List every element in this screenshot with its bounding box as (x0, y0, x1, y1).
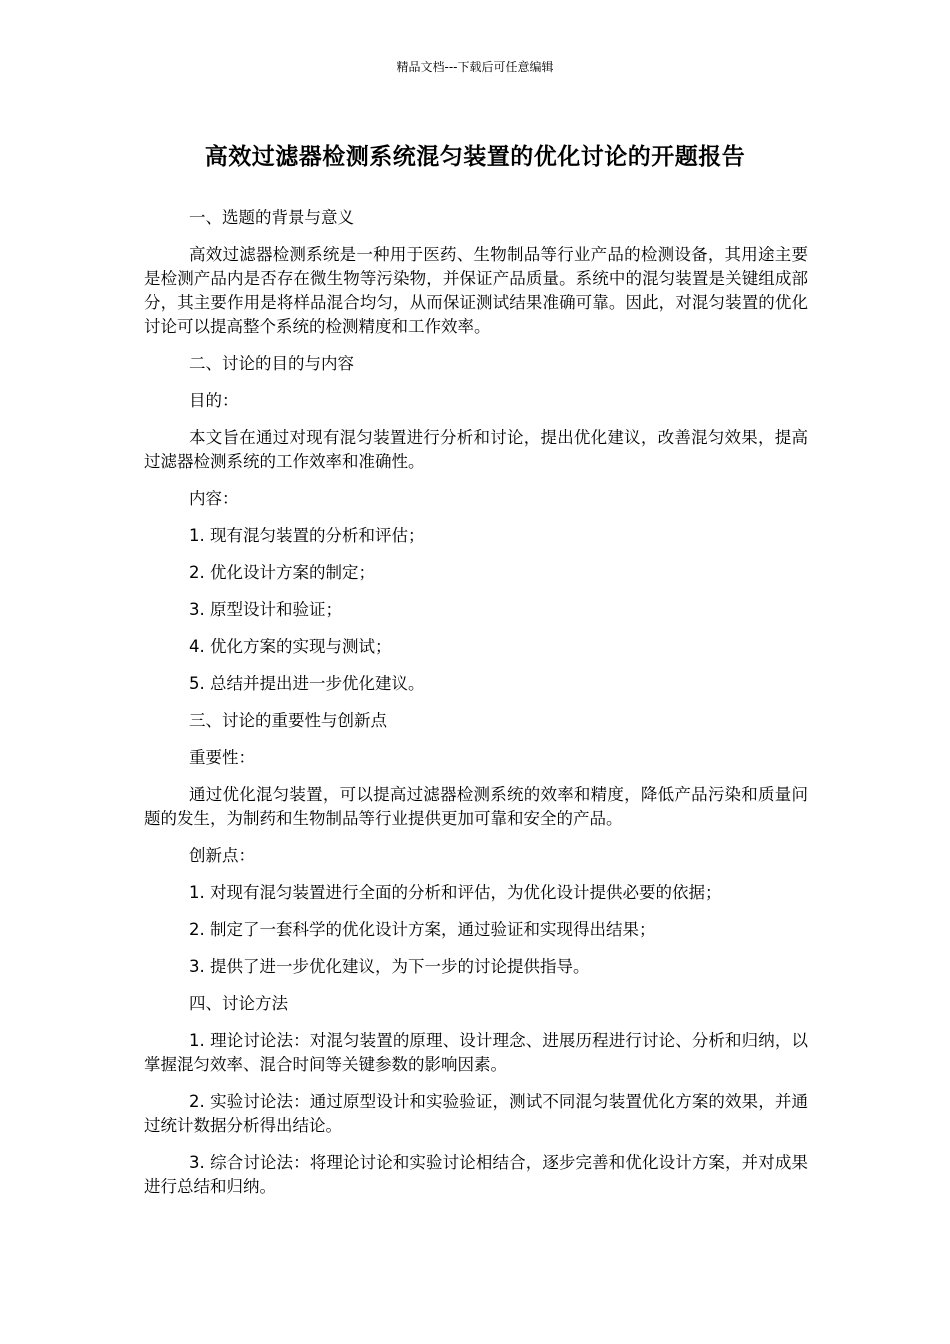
method-item: 2. 实验讨论法：通过原型设计和实验验证，测试不同混匀装置优化方案的效果，并通过统计数据分析得出结论。 (144, 1092, 808, 1135)
label-content: 内容： (189, 489, 239, 508)
innovation-item: 3. 提供了进一步优化建议，为下一步的讨论提供指导。 (189, 957, 590, 976)
label-innovation: 创新点： (189, 846, 255, 865)
label-purpose: 目的： (189, 391, 239, 410)
paragraph-purpose: 本文旨在通过对现有混匀装置进行分析和讨论，提出优化建议，改善混匀效果，提高过滤器检测系统的工作效率和准确性。 (144, 428, 808, 471)
content-item: 3. 原型设计和验证； (189, 600, 342, 619)
method-item: 3. 综合讨论法：将理论讨论和实验讨论相结合，逐步完善和优化设计方案，并对成果进行总结和归纳。 (144, 1153, 808, 1196)
document-title: 高效过滤器检测系统混匀装置的优化讨论的开题报告 (204, 144, 746, 170)
label-importance: 重要性： (189, 748, 255, 767)
paragraph-importance: 通过优化混匀装置，可以提高过滤器检测系统的效率和精度，降低产品污染和质量问题的发生，为制药和生物制品等行业提供更加可靠和安全的产品。 (144, 785, 808, 828)
innovation-item: 1. 对现有混匀装置进行全面的分析和评估，为优化设计提供必要的依据； (189, 883, 722, 902)
section-heading-purpose-content: 二、讨论的目的与内容 (189, 354, 354, 373)
section-heading-importance: 三、讨论的重要性与创新点 (189, 711, 387, 730)
document-body (144, 206, 808, 1212)
content-item: 1. 现有混匀装置的分析和评估； (189, 526, 425, 545)
innovation-item: 2. 制定了一套科学的优化设计方案，通过验证和实现得出结果； (189, 920, 656, 939)
section-heading-background: 一、选题的背景与意义 (189, 208, 354, 227)
paragraph-background: 高效过滤器检测系统是一种用于医药、生物制品等行业产品的检测设备，其用途主要是检测产品内是否存在微生物等污染物，并保证产品质量。系统中的混匀装置是关键组成部分，其主要作用是将样品混合均匀，从而保证测试结果准确可靠。因此，对混匀装置的优化讨论可以提高整个系统的检测精度和工作效率。 (144, 245, 808, 336)
content-item: 4. 优化方案的实现与测试； (189, 637, 392, 656)
content-item: 5. 总结并提出进一步优化建议。 (189, 674, 425, 693)
section-heading-methods: 四、讨论方法 (189, 994, 288, 1013)
content-item: 2. 优化设计方案的制定； (189, 563, 375, 582)
header-note: 精品文档---下载后可任意编辑 (396, 60, 554, 74)
method-item: 1. 理论讨论法：对混匀装置的原理、设计理念、进展历程进行讨论、分析和归纳，以掌握混匀效率、混合时间等关键参数的影响因素。 (144, 1031, 808, 1074)
